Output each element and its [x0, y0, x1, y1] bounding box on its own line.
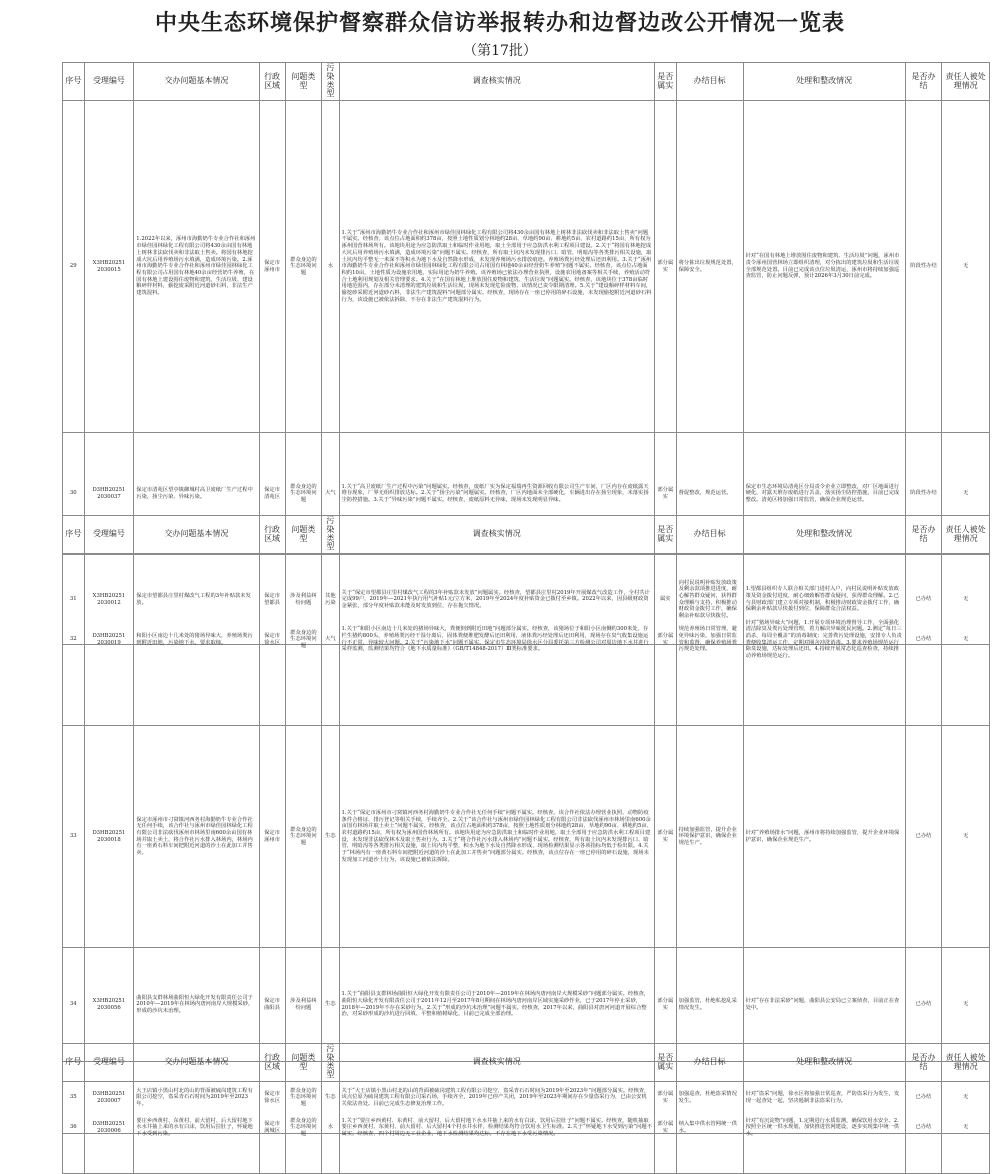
cell-rectification: 针对“在国有林地上堆放围住废物和建筑、生活垃圾”问题，涿州市责令涿州国营林场立即组织清理，对分拣出的建筑垃圾和生活垃圾全部规范处置。目前已完成该点位垃圾清运，涿州市将持续加强巡查监管，防止问题反弹，预计2026年3月30日前完成。 [743, 101, 905, 433]
column-header-case-id: 受理编号 [84, 516, 134, 554]
cell-issue-summary: 保定市清苑区望亭镇御城村高卫废纸厂生产过程中污染，扬尘污染、异味污染。 [134, 433, 259, 555]
column-header-region: 行政区域 [259, 1044, 285, 1082]
column-header-survey-result: 调查核实情况 [339, 516, 654, 554]
cell-verified-status: 部分属实 [655, 101, 677, 433]
report-table-2 [62, 515, 990, 1134]
cell-survey-result: 1.关于“保定市涿州市刁窝镇河西务村海勤奶牛专业合作社无任何手续”问题不属实。经核查，该合作社依法办理营业执照、动物防疫条件合格证、排污登记等相关手续，手续齐全。2.关于“该合作社与涿州市绿佳园林绿化工程有限公司非法砍伐涿州市林场里南600余亩国有林场并取土卖土”问题不属实。经核查，该点位占地面积约378亩，按照土地性质划分林地约28亩、草地约90亩、耕地约5亩、农村道路约15亩，所有权为涿州国营林场所有。该地块用途为应急防洪取土和临时作业用地，取土全部用于应急防洪水利工程项目建设，未发现非法砍伐林木及取土售卖行为。3.关于“将合作社污水排入林场内”问题不属实。经核查，所有取土坑内未发现排污口、暗管，明暗沟等各类排污相关设施，取土坑内均平整，积水为地下水及自然降水形成，现场检测结果显示各项指标均低于检出限。4.关于“林场内有一座黄石料车间把附近河道的沙土在此加工并售卖”问题部分属实。经核查，该点位存在一座已停用的碎石设施，现场未发现加工河道沙土行为，该设施已被依法拆除。 [339, 726, 654, 948]
cell-survey-result: 1.关于“涿州市海勤奶牛专业合作社和涿州市绿佳园林绿化工程有限公司将430余亩国有林地上树林非法砍伐卖和非法取土售卖”问题不属实。经核查，该点位占地面积约378亩，按照土地性质划分林地约28亩、草地约90亩、耕地约5亩、农村道路约15亩，所有权为涿州国营林场所有。该地块用途为应急防洪取土和临时作业用地，取土全部用于应急防洪水利工程项目建设。2.关于“将国有林地挖成大坑后用养殖场污水填满，造成环境污染”问题不属实。经核查，所有取土坑内未发现排污口、暗管，明暗沟等各类排污相关设施，取土坑内均平整无一米深不等积水为地下水及自然降水形成，未发现养殖场污水排放痕迹。养殖场粪污经处理后还田利用。3.关于“涿州市海勤奶牛专业合作社和涿州市绿佳园林绿化工程有限公司占用国有林地40余亩经营奶牛养殖”问题不属实。经核查，该点位占地面积约10亩，土地性质为设施农用地，实际用途为奶牛养殖。该养殖场已依法办理营业执照，设施农用地备案等相关手续，养殖活动符合土地利用规划及相关管理要求。4.关于“在国有林地上堆放围住废物和建筑、生活垃圾”问题属实。经核查，该地块位于378亩临时用地范围内，存在部分未清理的建筑垃圾和生活垃圾，现场未发现危险废物，该情况已责令限期清理。5.关于“建设粮碎样材料车间，偷挖砂采附近河道砂石料，非法生产建筑混料”问题部分属实。经核查，现场存在一座已停用的碎石设施，未发现偷挖附近河道砂石料行为，该设施已被依法拆除，不存在非法生产建筑混料行为。 [339, 101, 654, 433]
cell-pollution-type: 生态 [322, 726, 339, 948]
cell-accountability: 无 [942, 1062, 990, 1134]
cell-verified-status: 部分属实 [655, 1082, 677, 1174]
cell-region: 保定市徐水区 [259, 1062, 285, 1134]
cell-completion-status: 已办结 [905, 726, 942, 948]
cell-completion-status: 已办结 [905, 1062, 942, 1134]
column-header-goal: 办结目标 [676, 516, 743, 554]
cell-completion-status: 阶段性办结 [905, 433, 942, 555]
cell-accountability: 无 [942, 554, 990, 726]
cell-case-id: D3HB20251 2030037 [84, 433, 134, 555]
cell-accountability: 无 [942, 555, 990, 645]
column-header-rectification: 处理和整改情况 [743, 63, 905, 101]
cell-case-id: X3HB20251 2030012 [84, 555, 134, 645]
table-row [63, 554, 990, 726]
cell-pollution-type: 生态 [322, 1062, 339, 1134]
report-table-3 [62, 1043, 990, 1174]
cell-row-number: 36 [63, 1082, 85, 1174]
column-header-accountability: 责任人被处理情况 [942, 63, 990, 101]
cell-pollution-type: 大气 [322, 433, 339, 555]
cell-survey-result: 1.关于“和阳小区南边十几米处的猪场异味大，粪便倒到附近田地”问题部分属实。经核查，该猪场位于和阳小区南侧约300米处，存栏生猪约800头，养殖场粪污经干湿分离后，固体粪便堆肥发酵后还田利用，液体粪污经处理后还田利用，现场存在臭气收集设施运行不正常，异味较大问题。2.关于“污染地下水”问题不属实。保定市生态环境局徐水区分局委托第三方检测公司对周边地下水井进行采样监测，监测结果均符合《地下水质量标准》（GB/T14848-2017）Ⅲ类标准要求。 [339, 554, 654, 726]
column-header-case-id: 受理编号 [84, 63, 134, 101]
column-header-verified-status: 是否属实 [655, 516, 677, 554]
cell-issue-summary: 保定市涿州市刁窝镇河西务村海勤奶牛专业合作社无任何手续，该合作社与涿州市绿佳园林绿化工程有限公司非法砍伐涿州市林场里南600余亩国有林场并取土卖土，将合作社污水排入林场内，林场内有一座黄石料车间把附近河道的沙土在此加工并售卖。 [134, 726, 259, 948]
cell-issue-type: 群众身边的生态环境问题 [285, 1062, 322, 1134]
cell-row-number: 31 [63, 555, 85, 645]
column-header-goal: 办结目标 [676, 1044, 743, 1082]
cell-rectification: 1.望都县组织专人联合相关部门进村入户，向村民说明补贴发放政策及资金拨付进度，耐心细致解答群众疑问，获得群众理解。2.已与县财政部门建立专项对接机制，积极推动财政资金拨付工作，确保剩余补贴款尽快拨付到位，保障群众合法权益。 [743, 555, 905, 645]
cell-verified-status: 部分属实 [655, 726, 677, 948]
column-header-issue-type: 问题类型 [285, 516, 322, 554]
cell-rectification: 针对“存在非法采砂”问题，曲阳县公安局已立案侦查，目前正在查处中。 [743, 948, 905, 1062]
column-header-survey-result: 调查核实情况 [339, 63, 654, 101]
cell-pollution-type: 其他污染 [322, 555, 339, 645]
column-header-issue-summary: 交办问题基本情况 [134, 1044, 259, 1082]
cell-issue-type: 群众身边的生态环境问题 [285, 554, 322, 726]
cell-verified-status: 属实 [655, 555, 677, 645]
column-header-verified-status: 是否属实 [655, 63, 677, 101]
cell-region: 保定市曲阳县 [259, 948, 285, 1062]
cell-issue-type: 群众身边的生态环境问题 [285, 726, 322, 948]
cell-issue-summary: 曲阳县支群林场曲阳恒大绿化开发有限责任公司于2010年—2019年在林场内唐河南岸大规模采砂，形成的沙坑未治理。 [134, 948, 259, 1062]
column-header-row-number: 序号 [63, 63, 85, 101]
cell-issue-type: 群众身边的生态环境问题 [285, 433, 322, 555]
cell-survey-result: 1.关于“要庄乡西黄村、东黄村、前大留村、后大留村地下水水井抽上来的水有白沫，饮用后拉肚子”问题不属实。经核查，随机抽取要庄乡西黄村、东黄村、前大留村、后大留村4个村水井水样，检测结果均符合饮用水卫生标准。2.关于“怀疑地下水受到污染”问题不属实。经核查，四个村周边无工业企业，地下水检测结果均达标，不存在地下水受污染情况。 [339, 1082, 654, 1174]
cell-goal: 向村民说明补贴发放政策及剩余款项推进进度，耐心解答群众疑问，获得群众理解与支持，积极推动财政资金拨付工作，确保剩余补贴款尽快拨付。 [676, 555, 743, 645]
cell-rectification: 针对“猪场异味大”问题，1.开展专项环境治理督导工作，全面强化清洁除臭及粪污处理管理，着力解决异味扰民问题。2.测定“每日三消杀，每周全覆盖”的消毒制度；完善粪污处理设施，安排专人负责粪便收集清运工作，定期对圈舍冲洗消毒。3.要求养殖场规范运行除臭设施，达标处理后还田。4.持续开展常态化巡查检查，持续推动养殖场规范运行。 [743, 554, 905, 726]
cell-survey-result: 1.关于“曲阳县支群林场曲阳恒大绿化开发有限责任公司于2010年—2019年在林场内唐河南岸大规模采砂”问题部分属实。经核查，曲阳恒大绿化开发有限责任公司于2011年12月至2017年8月期间在林场内唐河南岸区域实施采砂作业，已于2017年停止采砂，2018年—2019年不存在采砂行为。2.关于“形成的沙坑未治理”问题不属实。经核查，2017年以来，曲阳县对唐河河道开展综合整治，对采砂形成的沙坑进行回填、平整和植树绿化，目前已完成全部治理。 [339, 948, 654, 1062]
cell-row-number: 29 [63, 101, 85, 433]
column-header-issue-summary: 交办问题基本情况 [134, 516, 259, 554]
column-header-region: 行政区域 [259, 516, 285, 554]
cell-completion-status: 阶段性办结 [905, 101, 942, 433]
cell-issue-type: 群众身边的生态环境问题 [285, 1082, 322, 1174]
column-header-pollution-type: 污染类型 [322, 63, 339, 101]
column-header-issue-summary: 交办问题基本情况 [134, 63, 259, 101]
cell-row-number: 30 [63, 433, 85, 555]
column-header-rectification: 处理和整改情况 [743, 516, 905, 554]
cell-survey-result: 关于“保定市望都县庄里村煤改气工程的3年补贴款未发放”问题属实。经核查，望都县庄里村2019年开展煤改气改造工作，全村共计完成99户，2019年—2021年执行用气补贴1元/立方米，2019年至2024年度补贴资金已拨付至乡镇。2022年以来，因县级财政资金紧张，部分年度补贴款未能及时发放到位，存在拖欠情况。 [339, 555, 654, 645]
cell-pollution-type: 生态 [322, 948, 339, 1062]
cell-case-id: D3HB20251 2030006 [84, 1082, 134, 1174]
cell-verified-status: 部分属实 [655, 433, 677, 555]
table-header-row [63, 63, 990, 101]
cell-completion-status: 已办结 [905, 554, 942, 726]
cell-survey-result: 1.关于“高卫废纸厂生产过程中污染”问题属实。经核查，废纸厂实为保定福瑞再生资源回收有限公司生产车间，厂区内存在废纸露天堆存现象，厂界无组织排放达标。2.关于“扬尘污染”问题属实。经核查，厂区内地面未全部硬化，车辆进出存在扬尘现象，未落实扬尘防控措施。3.关于“异味污染”问题不属实。经核查，废纸原料无异味，现场未发现明显异味。 [339, 433, 654, 555]
cell-issue-summary: 保定市望都县庄里村煤改气工程的3年补贴款未发放。 [134, 555, 259, 645]
cell-verified-status: 部分属实 [655, 948, 677, 1062]
cell-verified-status: 部分属实 [655, 554, 677, 726]
column-header-accountability: 责任人被处理情况 [942, 516, 990, 554]
cell-case-id: D3HB20251 2030019 [84, 554, 134, 726]
column-header-row-number: 序号 [63, 1044, 85, 1082]
column-header-issue-type: 问题类型 [285, 1044, 322, 1082]
cell-issue-summary: 和阳小区南边十几米处的猪场异味大，养殖场粪污到附近田地，污染地下水，要求取缔。 [134, 554, 259, 726]
cell-goal: 督促整改，规范运营。 [676, 433, 743, 555]
cell-goal: 纳入集中供水管网统一供水。 [676, 1082, 743, 1174]
cell-issue-type: 群众身边的生态环境问题 [285, 101, 322, 433]
cell-rectification: 针对“养殖场排水”问题，涿州市将持续加强监管，提升企业环境保护意识，确保企业规范生产。 [743, 726, 905, 948]
cell-case-id: X3HB20251 2030056 [84, 948, 134, 1062]
cell-region: 保定市涿州市 [259, 726, 285, 948]
column-header-accountability: 责任人被处理情况 [942, 1044, 990, 1082]
cell-row-number: 32 [63, 554, 85, 726]
cell-accountability: 无 [942, 948, 990, 1062]
cell-region: 保定市涿州市 [259, 101, 285, 433]
column-header-rectification: 处理和整改情况 [743, 1044, 905, 1082]
cell-goal: 持续加强监管，提升企业环境保护意识，确保企业规范生产。 [676, 726, 743, 948]
column-header-completion-status: 是否办结 [905, 63, 942, 101]
page-title: 中央生态环境保护督察群众信访举报转办和边督边改公开情况一览表 [154, 10, 845, 36]
cell-goal: 规范养殖场日常管理，避免异味污染，加强日常监管和监督，确保养殖场粪污规范处理。 [676, 554, 743, 726]
cell-goal: 加强巡查，杜绝盗采情况发生。 [676, 1062, 743, 1134]
column-header-pollution-type: 污染类型 [322, 516, 339, 554]
cell-rectification: 保定市生态环境局清苑区分局责令企业立即整改，对厂区地面进行硬化，对露天堆存废纸进行苫盖，落实扬尘防控措施，目前已完成整改。清苑区将加强日常监管，确保企业规范运营。 [743, 433, 905, 555]
cell-goal: 加强监管，杜绝私挖乱采情况发生。 [676, 948, 743, 1062]
cell-completion-status: 已办结 [905, 948, 942, 1062]
cell-region: 保定市望都县 [259, 555, 285, 645]
cell-issue-type: 涉及利益纠纷问题 [285, 948, 322, 1062]
cell-completion-status: 已办结 [905, 1082, 942, 1174]
table-header-row [63, 1044, 990, 1082]
cell-rectification: 针对“盗采”问题，徐水区将加强日常巡查，严防盗采行为发生，发现一起查处一起，坚决遏制非法盗采行为。 [743, 1062, 905, 1134]
cell-pollution-type: 水 [322, 101, 339, 433]
column-header-region: 行政区域 [259, 63, 285, 101]
table-header-row [63, 516, 990, 554]
column-header-verified-status: 是否属实 [655, 1044, 677, 1082]
column-header-goal: 办结目标 [676, 63, 743, 101]
cell-accountability: 无 [942, 726, 990, 948]
cell-goal: 将分拣出垃圾规范处置，保障安全。 [676, 101, 743, 433]
cell-row-number: 33 [63, 726, 85, 948]
cell-accountability: 无 [942, 1082, 990, 1174]
cell-issue-summary: 1.2022年以来，涿州市海勤奶牛专业合作社和涿州市绿佳园林绿化工程有限公司将430余亩国有林地上树林非法砍伐卖和非法取土售卖。将国有林地挖成大坑后用养殖场污水填满，造成环境污染。2.涿州市海勤奶牛专业合作社和涿州市绿佳园林绿化工程有限公司占用国有林地40余亩经营奶牛养殖，在国有林地上建设围住废物和建筑，生活垃圾、建设粮碎样材料，偷挖废采附近河道砂石料，非法生产建筑混料。 [134, 101, 259, 433]
table-row [63, 726, 990, 948]
table-row [63, 101, 990, 433]
cell-pollution-type: 水 [322, 1082, 339, 1174]
cell-region: 保定市清苑区 [259, 433, 285, 555]
batch-label: （第17批） [463, 43, 537, 59]
column-header-completion-status: 是否办结 [905, 516, 942, 554]
cell-row-number: 35 [63, 1062, 85, 1134]
cell-verified-status: 部分属实 [655, 1062, 677, 1134]
cell-case-id: D3HB20251 2030007 [84, 1062, 134, 1134]
cell-survey-result: 关于“大王店镇小黑山村北的山的背面被硫岗建筑工程有限公司挖空，盗采青石石时间为2019年至2023年”问题部分属实。经核查，该点位原为硫岗建筑工程有限公司采石场，手续齐全，2019年已停产关闭，2019年至2023年期间存在少量盗采行为，已由公安机关依法查处。目前已完成生态修复治理工作。 [339, 1062, 654, 1134]
cell-issue-summary: 大王店镇小黑山村北的山的背面被硫岗建筑工程有限公司挖空，盗采青石石时间为2019年至2023年。 [134, 1062, 259, 1134]
cell-completion-status: 已办结 [905, 555, 942, 645]
cell-pollution-type: 大气 [322, 554, 339, 726]
cell-region: 保定市满城区 [259, 1082, 285, 1174]
column-header-row-number: 序号 [63, 516, 85, 554]
cell-accountability: 无 [942, 433, 990, 555]
cell-case-id: X3HB20251 2030015 [84, 101, 134, 433]
cell-issue-type: 涉及利益纠纷问题 [285, 555, 322, 645]
cell-case-id: D3HB20251 2030018 [84, 726, 134, 948]
cell-accountability: 无 [942, 101, 990, 433]
column-header-issue-type: 问题类型 [285, 63, 322, 101]
cell-row-number: 34 [63, 948, 85, 1062]
cell-rectification: 针对“有沉淀物”问题，1.定期进行水质监测，确保饮用水安全。2.按照全区统一供水规划，加快推进管网建设，逐步实现集中统一供水。 [743, 1082, 905, 1174]
column-header-completion-status: 是否办结 [905, 1044, 942, 1082]
cell-region: 保定市徐水区 [259, 554, 285, 726]
cell-issue-summary: 要庄乡西黄村、东黄村、前大留村、后大留村地下水水井抽上来的水有白沫，饮用后拉肚子，怀疑地下水受到污染。 [134, 1082, 259, 1174]
column-header-pollution-type: 污染类型 [322, 1044, 339, 1082]
column-header-case-id: 受理编号 [84, 1044, 134, 1082]
column-header-survey-result: 调查核实情况 [339, 1044, 654, 1082]
table-row [63, 1082, 990, 1174]
